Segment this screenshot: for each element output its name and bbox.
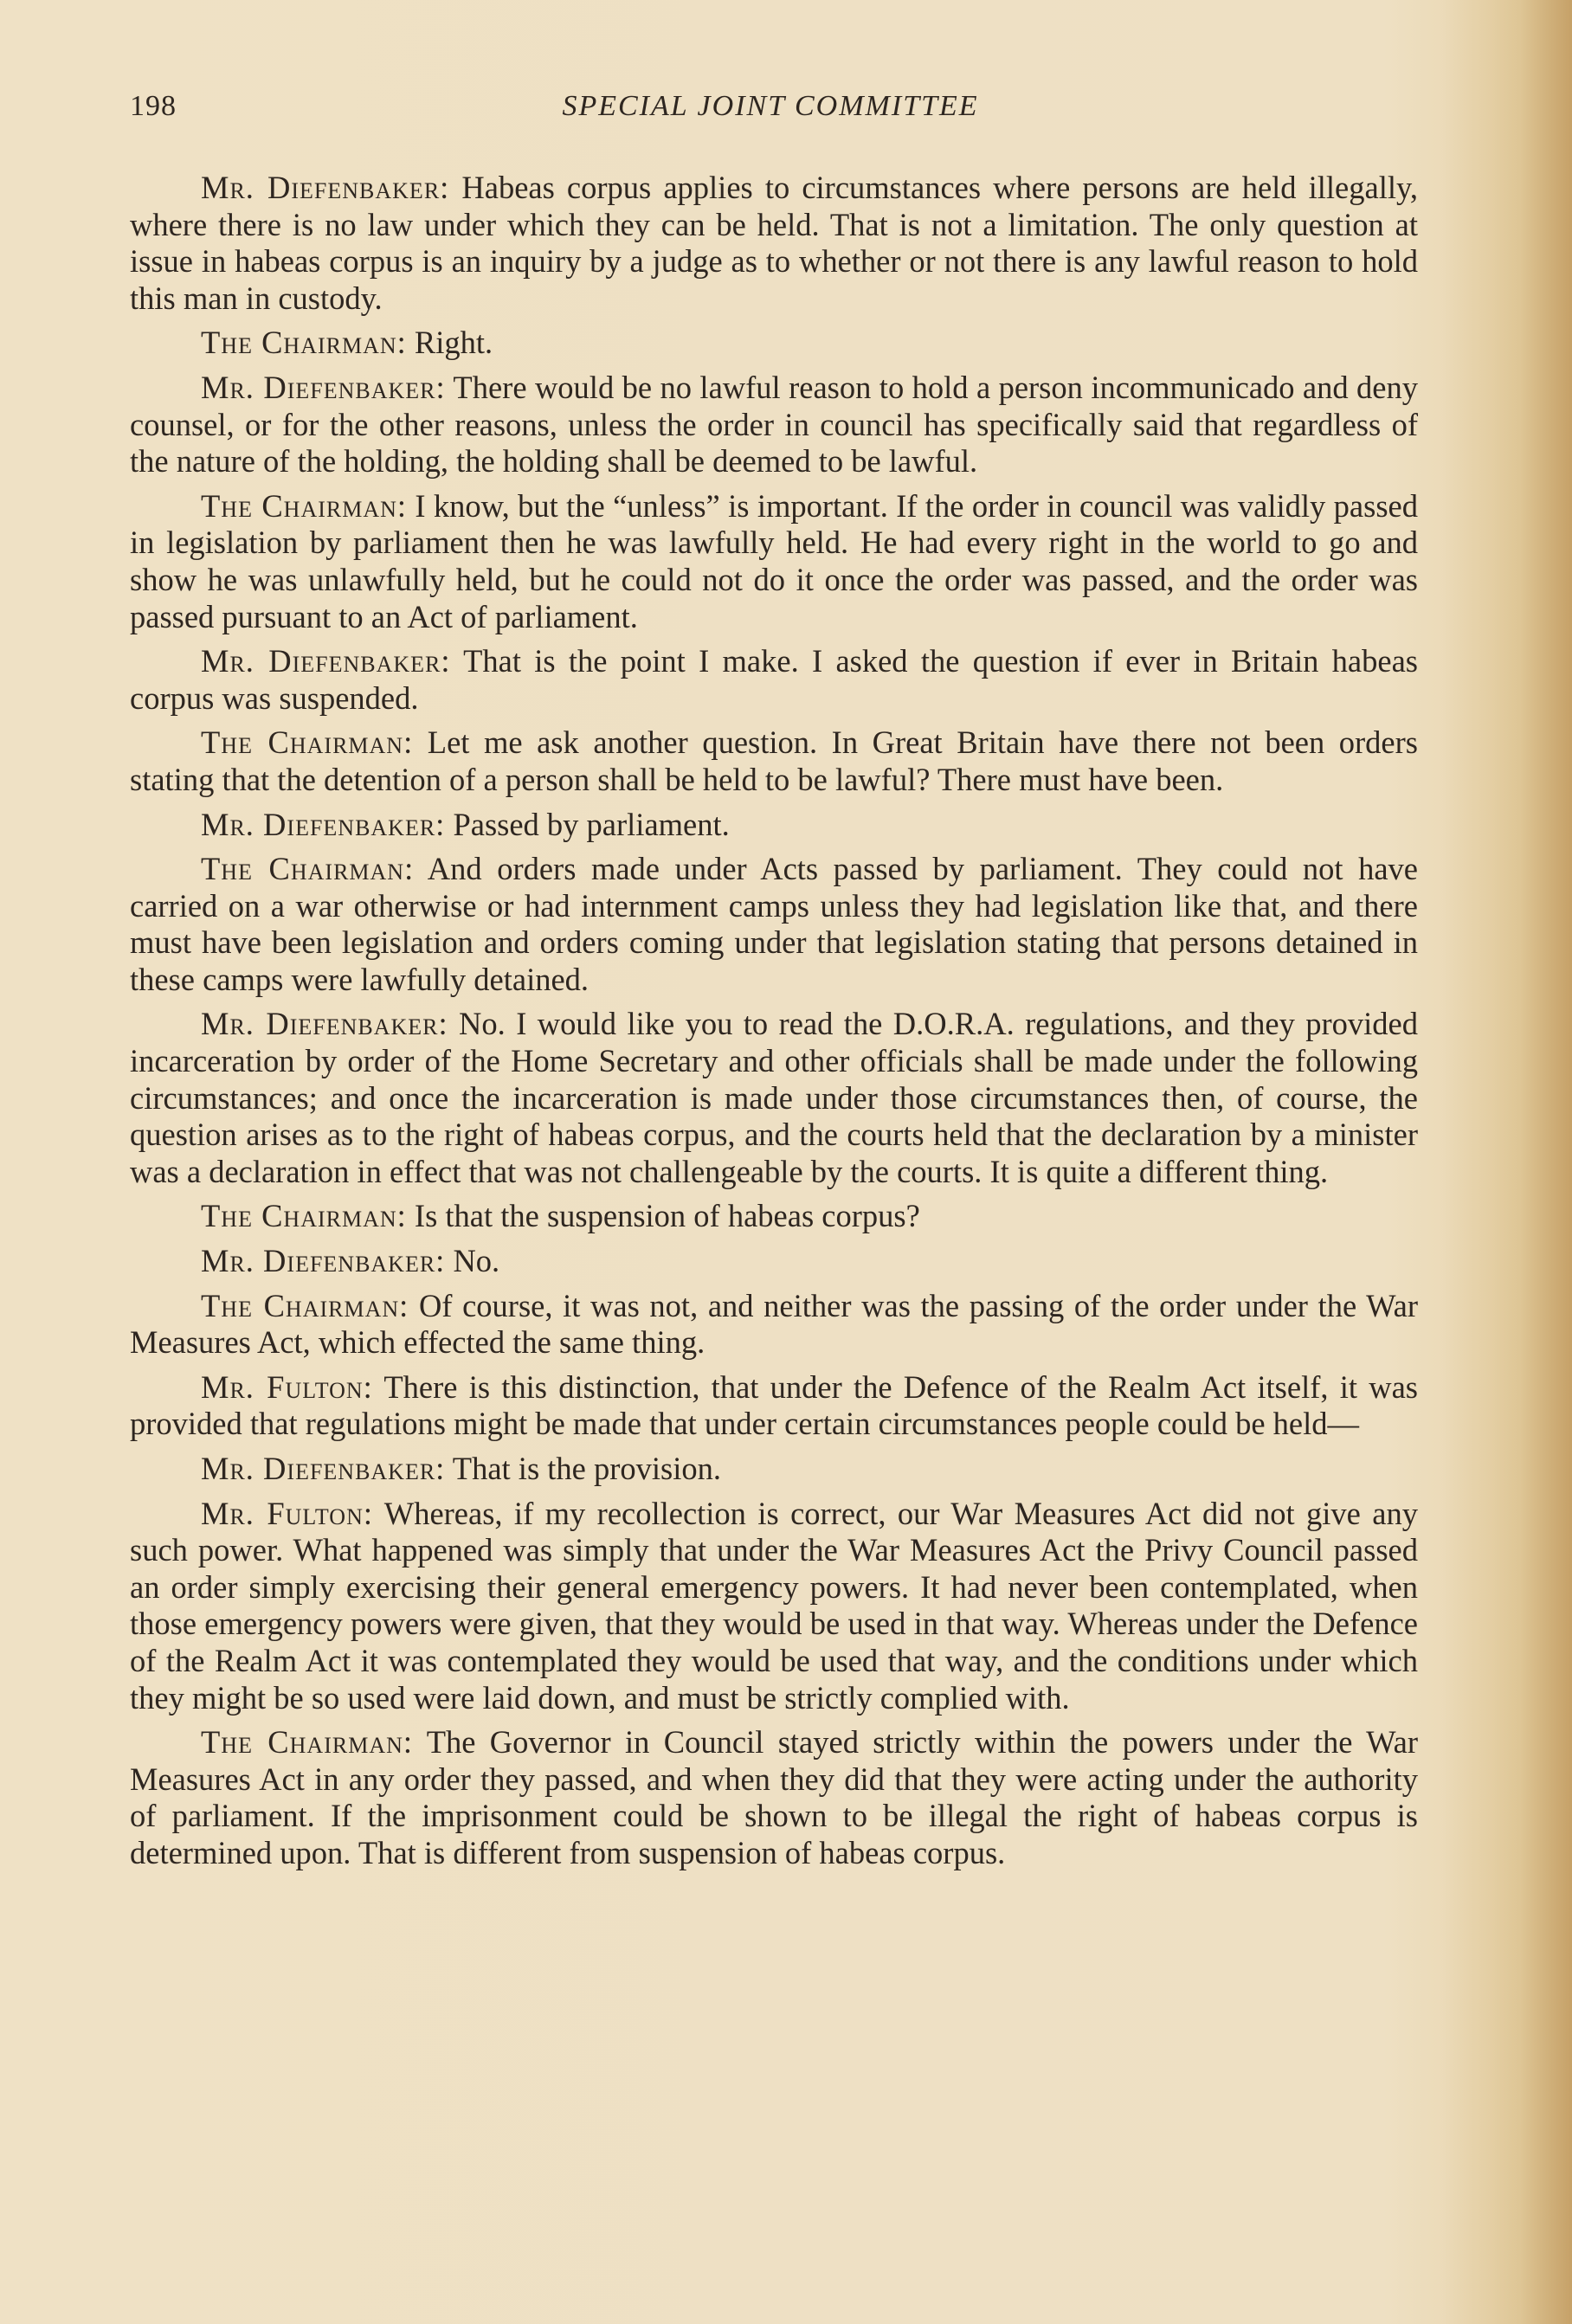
speaker-name: Mr. Diefenbaker: <box>201 369 446 405</box>
transcript-paragraph <box>130 325 1418 362</box>
transcript-paragraph <box>130 807 1418 844</box>
speaker-name: The Chairman: <box>201 1287 409 1323</box>
transcript-paragraph <box>130 1496 1418 1717</box>
speech-text: Let me ask another question. In Great Britain have there not been orders stating that the detention of a person shall be held to be lawful? There must have been. <box>130 724 1418 797</box>
speaker-name: Mr. Fulton: <box>201 1368 373 1405</box>
speaker-name: Mr. Diefenbaker: <box>201 806 446 842</box>
speech-text: Passed by parliament. <box>445 806 730 842</box>
speech-text: Habeas corpus applies to circumstances where persons are held illegally, where there is no law under which they can be held. That is not a limitation. The only question at issue in habeas corpus is an inquiry by a judge as to whether or not there is any lawful reason to hold this man in custody. <box>130 170 1418 316</box>
speaker-name: Mr. Diefenbaker: <box>201 1451 446 1486</box>
transcript-paragraph <box>130 1451 1418 1488</box>
speech-text: There is this distinction, that under the Defence of the Realm Act itself, it was provided that regulations might be made that under certain circumstances people could be held— <box>130 1368 1418 1442</box>
speech-text: That is the provision. <box>445 1451 722 1486</box>
transcript-paragraph <box>130 1243 1418 1280</box>
transcript-paragraph <box>130 851 1418 998</box>
transcript-paragraph <box>130 170 1418 317</box>
speaker-name: The Chairman: <box>201 1724 414 1761</box>
speech-text: No. <box>445 1243 500 1279</box>
transcript-paragraph <box>130 1288 1418 1362</box>
transcript-paragraph <box>130 1198 1418 1235</box>
speech-text: The Governor in Council stayed strictly within the powers under the War Measures Act in any order they passed, and when they did that they were acting under the authority of parliament. If the imprisonment could be shown to be illegal the right of habeas corpus is determined upon. That is different from suspension of habeas corpus. <box>130 1724 1418 1870</box>
speaker-name: The Chairman: <box>201 1198 407 1234</box>
speaker-name: Mr. Fulton: <box>201 1495 373 1531</box>
speech-text: And orders made under Acts passed by parliament. They could not have carried on a war otherwise or had internment camps unless they had legislation like that, and there must have been legislation and orders coming under that legislation stating that persons detained in these camps were lawfully detained. <box>130 851 1418 997</box>
speech-text: Whereas, if my recollection is correct, our War Measures Act did not give any such power. What happened was simply that under the War Measures Act the Privy Council passed an order simply exercising their general emergency powers. It had never been contemplated, when those emergency powers were given, that they would be used in that way. Whereas under the Defence of the Realm Act it was contemplated they would be used that way, and the conditions under which they might be so used were laid down, and must be strictly complied with. <box>130 1495 1418 1716</box>
transcript-paragraph <box>130 1369 1418 1443</box>
speech-text: That is the point I make. I asked the question if ever in Britain habeas corpus was suspended. <box>130 643 1418 716</box>
speaker-name: Mr. Diefenbaker: <box>201 1243 446 1279</box>
page-header <box>130 90 1411 142</box>
speaker-name: The Chairman: <box>201 487 408 524</box>
speech-text: Is that the suspension of habeas corpus? <box>406 1198 920 1234</box>
transcript-paragraph <box>130 643 1418 717</box>
speech-text: No. I would like you to read the D.O.R.A. regulations, and they provided incarceration by order of the Home Secretary and other officials shall be made under the following circumstances; and once the incarceration is made under those circumstances then, of course, the question arises as to the right of habeas corpus, and the courts held that the declaration by a minister was a declaration in effect that was not challengeable by the courts. It is quite a different thing. <box>130 1006 1418 1189</box>
speech-text: Of course, it was not, and neither was the passing of the order under the War Measures Act, which effected the same thing. <box>130 1287 1419 1361</box>
speaker-name: Mr. Diefenbaker: <box>201 643 451 679</box>
transcript-paragraph <box>130 724 1418 798</box>
speech-text: There would be no lawful reason to hold a person incommunicado and deny counsel, or for the other reasons, unless the order in council has specifically said that regardless of the nature of the holding, the holding shall be deemed to be lawful. <box>130 369 1418 480</box>
speaker-name: The Chairman: <box>201 851 415 887</box>
transcript-paragraph <box>130 1724 1418 1871</box>
transcript-paragraph <box>130 370 1418 480</box>
speaker-name: Mr. Diefenbaker: <box>201 1006 448 1042</box>
running-title: SPECIAL JOINT COMMITTEE <box>562 90 979 122</box>
page-number: 198 <box>130 90 177 122</box>
speech-text: Right. <box>406 325 493 361</box>
transcript-body <box>130 170 1418 1880</box>
transcript-paragraph <box>130 1006 1418 1190</box>
speech-text: I know, but the “unless” is important. If the order in council was validly passed in legislation by parliament then he was lawfully held. He had every right in the world to go and show he was unlawfully held, but he could not do it once the order was passed, and the order was passed pursuant to an Act of parliament. <box>130 487 1418 634</box>
page-edge-discoloration <box>1442 0 1572 2324</box>
speaker-name: The Chairman: <box>201 325 407 361</box>
speaker-name: Mr. Diefenbaker: <box>201 170 450 205</box>
speaker-name: The Chairman: <box>201 724 414 761</box>
transcript-paragraph <box>130 488 1418 635</box>
